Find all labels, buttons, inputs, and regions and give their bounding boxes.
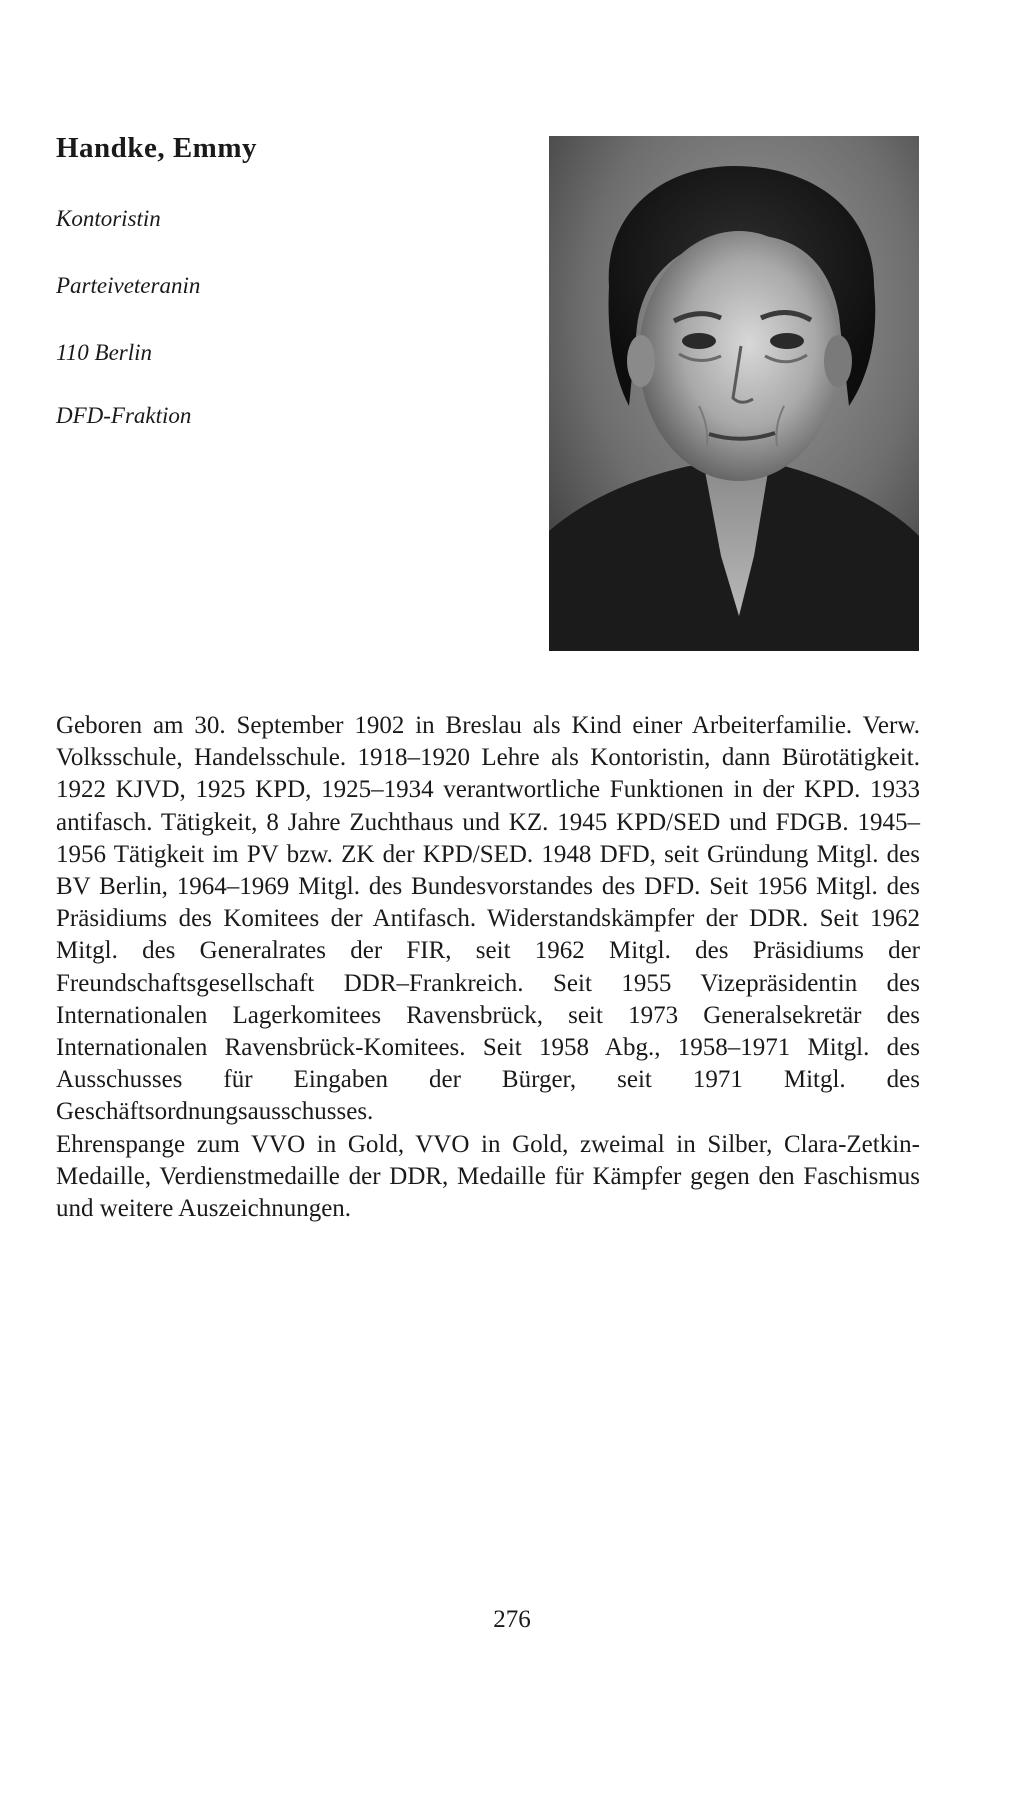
faction: DFD-Fraktion xyxy=(56,403,192,428)
biography-paragraph: Geboren am 30. September 1902 in Breslau als Kind einer Arbeiterfamilie. Verw. Volksschule, Handelsschule. 1918–1920 Lehre als Kontoristin, dann Bürotätigkeit. 1922 KJVD, 1925 KPD, 1925–1934 verantwortliche Funktionen in der KPD. 1933 antifasch. Tätigkeit, 8 Jahre Zuchthaus und KZ. 1945 KPD/SED und FDGB. 1945–1956 Tätigkeit im PV bzw. ZK der KPD/SED. 1948 DFD, seit Gründung Mitgl. des BV Berlin, 1964–1969 Mitgl. des Bundesvorstandes des DFD. Seit 1956 Mitgl. des Präsidiums des Komitees der Antifasch. Widerstandskämpfer der DDR. Seit 1962 Mitgl. des Generalrates der FIR, seit 1962 Mitgl. des Präsidiums der Freundschaftsgesellschaft DDR–Frankreich. Seit 1955 Vizepräsidentin des Internationalen Lagerkomitees Ravensbrück, seit 1973 Generalsekretär des Internationalen Ravensbrück-Komitees. Seit 1958 Abg., 1958–1971 Mitgl. des Ausschusses für Eingaben der Bürger, seit 1971 Mitgl. des Geschäftsordnungsausschusses. xyxy=(56,712,920,1126)
biography-awards: Ehrenspange zum VVO in Gold, VVO in Gold, zweimal in Silber, Clara-Zetkin-Medaille, Verdienstmedaille der DDR, Medaille für Kämpfer gegen den Faschismus und weitere Auszeichnungen. xyxy=(56,1130,920,1223)
page-number: 276 xyxy=(493,1606,531,1633)
occupation: Kontoristin xyxy=(56,206,161,231)
portrait-photo-icon xyxy=(549,136,919,651)
biography xyxy=(56,710,920,1225)
portrait-photo xyxy=(549,136,919,651)
location: 110 Berlin xyxy=(56,340,153,365)
person-name: Handke, Emmy xyxy=(56,132,257,164)
party-role: Parteiveteranin xyxy=(56,273,201,298)
